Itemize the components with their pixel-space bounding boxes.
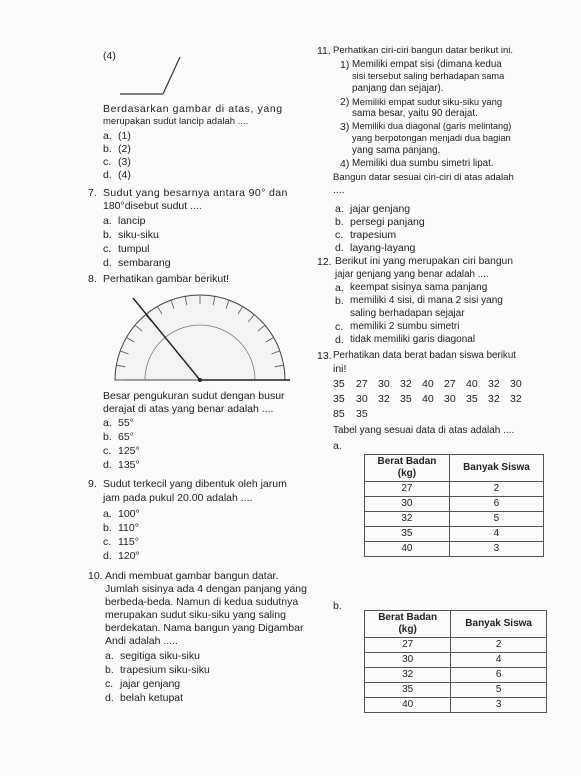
cell-count: 3 bbox=[449, 542, 543, 557]
q11-dots: .... bbox=[333, 184, 345, 196]
q10-letter-b: b. bbox=[105, 664, 114, 676]
cell-weight: 27 bbox=[365, 482, 450, 497]
q13-data-value: 30 bbox=[378, 378, 390, 390]
q13-data-value: 30 bbox=[444, 393, 456, 405]
q7-option-d[interactable]: sembarang bbox=[118, 257, 171, 269]
q8-letter-c: c. bbox=[103, 445, 112, 457]
q10-option-b[interactable]: trapesium siku-siku bbox=[120, 664, 210, 676]
q13-data-value: 40 bbox=[422, 393, 434, 405]
q11-item3-line3: yang sama panjang. bbox=[352, 145, 441, 156]
q13-line1: Perhatikan data berat badan siswa berikut bbox=[333, 350, 516, 361]
q13-data-value: 35 bbox=[333, 393, 345, 405]
q10-option-a[interactable]: segitiga siku-siku bbox=[120, 650, 200, 662]
q4-option-c[interactable]: (3) bbox=[118, 156, 131, 168]
q10-line6: Andi adalah ..... bbox=[105, 635, 178, 647]
table-row bbox=[365, 668, 547, 683]
q11-item3-line2: yang berpotongan menjadi dua bagian bbox=[352, 133, 511, 143]
q9-letter-a: a. bbox=[103, 508, 112, 520]
q4-letter-b: b. bbox=[103, 143, 112, 155]
q13-data-value: 35 bbox=[466, 393, 478, 405]
cell-count: 5 bbox=[449, 512, 543, 527]
q9-text-line1: Sudut terkecil yang dibentuk oleh jarum bbox=[103, 478, 287, 490]
q13-data-value: 27 bbox=[444, 378, 456, 390]
table-row bbox=[365, 512, 544, 527]
q7-text-line1: Sudut yang besarnya antara 90° dan bbox=[103, 187, 288, 199]
q11-item1-line2: sisi tersebut saling berhadapan sama bbox=[352, 71, 505, 81]
q8-letter-b: b. bbox=[103, 431, 112, 443]
header-count: Banyak Siswa bbox=[449, 455, 543, 482]
q13-data-value: 32 bbox=[510, 393, 522, 405]
q7-text-line2: 180°disebut sudut .... bbox=[103, 200, 202, 212]
q7-letter-d: d. bbox=[103, 257, 112, 269]
header-count: Banyak Siswa bbox=[451, 611, 547, 638]
q8-option-b[interactable]: 65° bbox=[118, 431, 134, 443]
q7-letter-c: c. bbox=[103, 243, 112, 255]
q12-number: 12. bbox=[317, 256, 332, 268]
table-a-label[interactable]: a. bbox=[333, 440, 342, 452]
table-row bbox=[365, 497, 544, 512]
q13-data-value: 40 bbox=[422, 378, 434, 390]
q9-letter-d: d. bbox=[103, 550, 112, 562]
q7-option-a[interactable]: lancip bbox=[118, 215, 146, 227]
header-weight: Berat Badan (kg) bbox=[365, 611, 451, 638]
q13-data-value: 32 bbox=[488, 378, 500, 390]
q11-item2-line1: Memiliki empat sudut siku-siku yang bbox=[352, 96, 503, 107]
q10-letter-d: d. bbox=[105, 692, 114, 704]
acute-angle-figure bbox=[115, 52, 195, 102]
cell-count: 4 bbox=[451, 653, 547, 668]
cell-count: 5 bbox=[451, 683, 547, 698]
q11-item4-num: 4) bbox=[340, 158, 350, 170]
q9-number: 9. bbox=[88, 478, 97, 490]
q7-letter-b: b. bbox=[103, 229, 112, 241]
q11-item4-line1: Memiliki dua sumbu simetri lipat. bbox=[352, 158, 494, 169]
table-row bbox=[365, 482, 544, 497]
q12-letter-a: a. bbox=[335, 282, 344, 294]
table-row bbox=[365, 527, 544, 542]
table-row bbox=[365, 653, 547, 668]
q13-data-value: 30 bbox=[356, 393, 368, 405]
q11-item2-line2: sama besar, yaitu 90 derajat. bbox=[352, 108, 478, 119]
q11-item3-num: 3) bbox=[340, 121, 350, 133]
q10-option-c[interactable]: jajar genjang bbox=[120, 678, 181, 690]
q10-line5: berdekatan. Nama bangun yang Digambar bbox=[105, 622, 304, 634]
q10-line1: Andi membuat gambar bangun datar. bbox=[105, 570, 279, 582]
q4-option-a[interactable]: (1) bbox=[118, 130, 131, 142]
q11-option-d[interactable]: layang-layang bbox=[350, 242, 416, 254]
cell-weight: 32 bbox=[365, 668, 451, 683]
q9-option-d[interactable]: 120° bbox=[118, 550, 140, 562]
q11-option-a[interactable]: jajar genjang bbox=[350, 203, 411, 215]
table-b-label[interactable]: b. bbox=[333, 600, 342, 612]
q8-letter-d: d. bbox=[103, 459, 112, 471]
cell-count: 2 bbox=[451, 638, 547, 653]
q9-text-line2: jam pada pukul 20.00 adalah .... bbox=[103, 492, 253, 504]
q11-item3-line1: Memiliki dua diagonal (garis melintang) bbox=[352, 121, 512, 131]
q9-option-b[interactable]: 110° bbox=[118, 522, 139, 534]
q13-data-value: 35 bbox=[356, 408, 368, 420]
q4-letter-a: a. bbox=[103, 130, 112, 142]
q4-option-b[interactable]: (2) bbox=[118, 143, 131, 155]
q8-text: Perhatikan gambar berikut! bbox=[103, 273, 230, 285]
cell-count: 3 bbox=[451, 698, 547, 713]
q9-letter-b: b. bbox=[103, 522, 112, 534]
q8-text-line2: derajat di atas yang benar adalah .... bbox=[103, 403, 274, 415]
q13-data-value: 35 bbox=[400, 393, 412, 405]
q11-number: 11. bbox=[317, 45, 331, 57]
q12-letter-d: d. bbox=[335, 334, 344, 346]
q13-data-value: 32 bbox=[488, 393, 500, 405]
q7-option-b[interactable]: siku-siku bbox=[118, 229, 159, 241]
q11-ask: Bangun datar sesuai ciri-ciri di atas adalah bbox=[333, 172, 514, 183]
q11-letter-c: c. bbox=[335, 229, 344, 241]
q11-item1-line3: panjang dan sejajar). bbox=[352, 83, 444, 94]
q10-line4: merupakan sudut siku-siku yang saling bbox=[105, 609, 286, 621]
cell-weight: 40 bbox=[365, 542, 450, 557]
cell-weight: 35 bbox=[365, 527, 450, 542]
q12-option-d[interactable]: tidak memiliki garis diagonal bbox=[350, 334, 476, 345]
q10-option-d[interactable]: belah ketupat bbox=[120, 692, 184, 704]
table-row bbox=[365, 542, 544, 557]
q13-data-value: 27 bbox=[356, 378, 368, 390]
q13-data-value: 40 bbox=[466, 378, 478, 390]
q12-letter-c: c. bbox=[335, 321, 344, 333]
q4-figure-label: (4) bbox=[103, 50, 116, 62]
cell-count: 4 bbox=[449, 527, 543, 542]
q8-number: 8. bbox=[88, 273, 97, 285]
q11-letter-b: b. bbox=[335, 216, 344, 228]
q13-data-value: 32 bbox=[378, 393, 390, 405]
table-b bbox=[364, 610, 547, 713]
q8-letter-a: a. bbox=[103, 417, 112, 429]
q10-letter-c: c. bbox=[105, 678, 114, 690]
q12-line1: Berikut ini yang merupakan ciri bangun bbox=[335, 256, 514, 267]
cell-count: 2 bbox=[449, 482, 543, 497]
q12-letter-b: b. bbox=[335, 295, 344, 307]
q4-letter-d: d. bbox=[103, 169, 112, 181]
q12-option-a[interactable]: keempat sisinya sama panjang bbox=[350, 282, 488, 293]
table-header-row bbox=[365, 611, 547, 638]
q10-line2: Jumlah sisinya ada 4 dengan panjang yang bbox=[105, 583, 307, 595]
q11-letter-a: a. bbox=[335, 203, 344, 215]
q11-letter-d: d. bbox=[335, 242, 344, 254]
q9-option-c[interactable]: 115° bbox=[118, 536, 139, 548]
q12-option-c[interactable]: memiliki 2 sumbu simetri bbox=[350, 321, 460, 332]
table-row bbox=[365, 683, 547, 698]
cell-weight: 30 bbox=[365, 497, 450, 512]
protractor-figure bbox=[100, 288, 300, 388]
q10-line3: berbeda-beda. Namun di kedua sudutnya bbox=[105, 596, 299, 608]
q12-option-b-line2[interactable]: saling berhadapan sejajar bbox=[350, 308, 465, 319]
q7-letter-a: a. bbox=[103, 215, 112, 227]
q13-data-value: 85 bbox=[333, 408, 345, 420]
q13-line2: ini! bbox=[333, 363, 347, 375]
q11-item1-line1: Memiliki empat sisi (dimana kedua bbox=[352, 59, 502, 70]
q4-text-line2: merupakan sudut lancip adalah .... bbox=[103, 116, 249, 127]
cell-weight: 27 bbox=[365, 638, 451, 653]
q7-number: 7. bbox=[88, 187, 97, 199]
q10-number: 10. bbox=[88, 570, 103, 582]
table-row bbox=[365, 698, 547, 713]
q7-option-c[interactable]: tumpul bbox=[118, 243, 150, 255]
q11-item2-num: 2) bbox=[340, 96, 350, 108]
cell-count: 6 bbox=[451, 668, 547, 683]
q4-letter-c: c. bbox=[103, 156, 112, 168]
q8-option-a[interactable]: 55° bbox=[118, 417, 134, 429]
q13-data-value: 32 bbox=[400, 378, 412, 390]
q13-number: 13. bbox=[317, 350, 332, 362]
q9-option-a[interactable]: 100° bbox=[118, 508, 140, 520]
q4-option-d[interactable]: (4) bbox=[118, 169, 131, 181]
q11-item1-num: 1) bbox=[340, 59, 350, 71]
cell-count: 6 bbox=[449, 497, 543, 512]
q11-option-b[interactable]: persegi panjang bbox=[350, 216, 425, 228]
cell-weight: 35 bbox=[365, 683, 451, 698]
table-row bbox=[365, 638, 547, 653]
q13-data-value: 30 bbox=[510, 378, 522, 390]
q12-option-b-line1[interactable]: memiliki 4 sisi, di mana 2 sisi yang bbox=[350, 295, 503, 306]
cell-weight: 30 bbox=[365, 653, 451, 668]
q8-option-d[interactable]: 135° bbox=[118, 459, 140, 471]
q12-line2: jajar genjang yang benar adalah .... bbox=[335, 269, 489, 280]
q8-text-line1: Besar pengukuran sudut dengan busur bbox=[103, 390, 285, 402]
q11-text: Perhatikan ciri-ciri bangun datar berikut ini. bbox=[333, 45, 514, 56]
q11-option-c[interactable]: trapesium bbox=[350, 229, 397, 241]
q9-letter-c: c. bbox=[103, 536, 112, 548]
q10-letter-a: a. bbox=[105, 650, 114, 662]
header-weight: Berat Badan (kg) bbox=[365, 455, 450, 482]
q13-data-value: 35 bbox=[333, 378, 345, 390]
table-a bbox=[364, 454, 544, 557]
cell-weight: 32 bbox=[365, 512, 450, 527]
cell-weight: 40 bbox=[365, 698, 451, 713]
q8-option-c[interactable]: 125° bbox=[118, 445, 140, 457]
q4-text-line1: Berdasarkan gambar di atas, yang bbox=[103, 103, 283, 115]
table-header-row bbox=[365, 455, 544, 482]
q13-ask: Tabel yang sesuai data di atas adalah .... bbox=[333, 425, 515, 436]
